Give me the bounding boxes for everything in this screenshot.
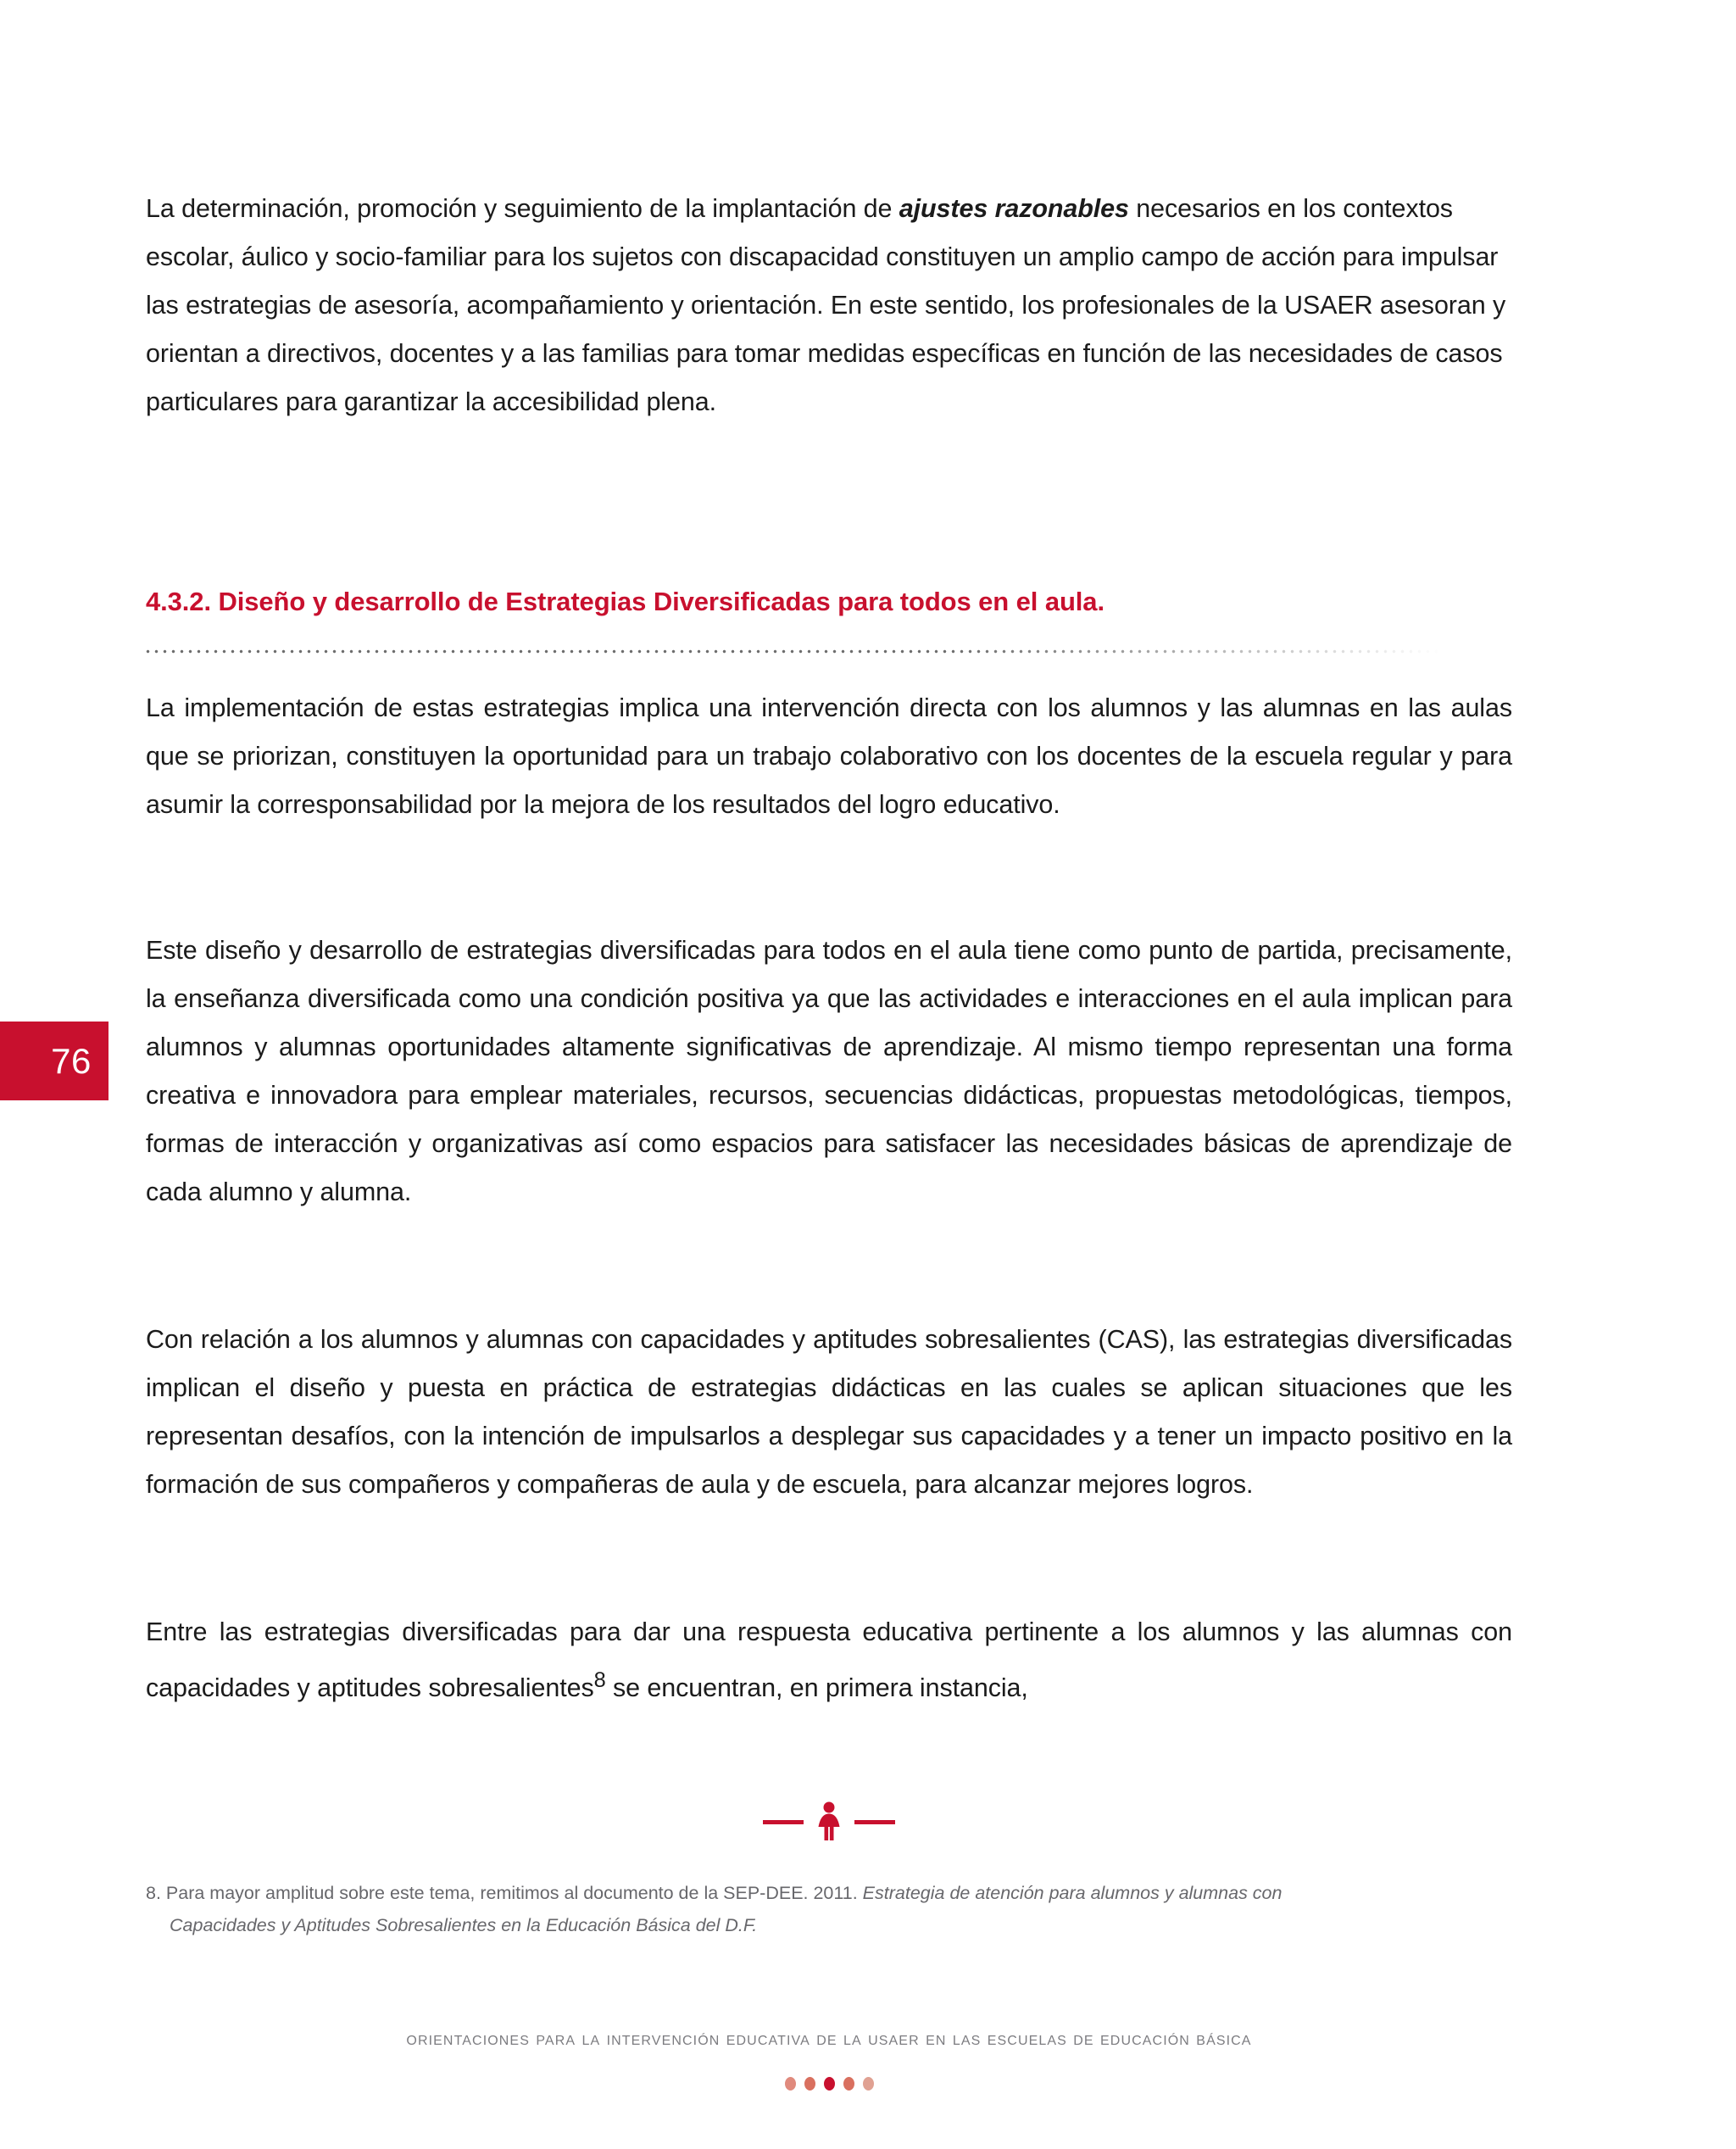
footer-dot-1 bbox=[785, 2077, 796, 2091]
ornament-line-right bbox=[854, 1820, 895, 1824]
ornament-line-left bbox=[763, 1820, 804, 1824]
footer-dot-3 bbox=[824, 2077, 835, 2091]
footer-dot-2 bbox=[804, 2077, 815, 2091]
footer-dot-ornament bbox=[146, 2077, 1512, 2091]
emphasis-ajustes-razonables: ajustes razonables bbox=[899, 194, 1129, 223]
paragraph-implementacion: La implementación de estas estrategias implica una intervención directa con los alumnos y las alumnas en las aulas que se priorizan, constituyen la oportunidad para un trabajo colaborativo con los docentes de la escuela regular y para asumir la corresponsabilidad por la mejora de los resultados del logro educativo. bbox=[146, 693, 1512, 819]
footnote-lead-text: 8. Para mayor amplitud sobre este tema, remitimos al documento de la SEP-DEE. 2011. bbox=[146, 1883, 863, 1903]
page-number: 76 bbox=[51, 1040, 92, 1081]
section-heading: 4.3.2. Diseño y desarrollo de Estrategias Diversificadas para todos en el aula. bbox=[146, 587, 1104, 616]
footer-dot-4 bbox=[843, 2077, 854, 2091]
paragraph-intro bbox=[146, 185, 1512, 426]
footnote-italic-title-part1: Estrategia de atención para alumnos y alumnas con bbox=[862, 1883, 1283, 1903]
footnote-italic-title-part2: Capacidades y Aptitudes Sobresalientes en la Educación Básica del D.F. bbox=[170, 1915, 758, 1935]
child-figure-icon bbox=[815, 1801, 843, 1842]
footnote-8 bbox=[146, 1877, 1512, 1941]
footer-dot-5 bbox=[863, 2077, 874, 2091]
paragraph-intro-part1: La determinación, promoción y seguimiento de la implantación de bbox=[146, 194, 899, 223]
footnote-separator-ornament bbox=[146, 1801, 1512, 1842]
page-number-badge bbox=[0, 1022, 108, 1100]
heading-dotted-rule bbox=[146, 649, 1443, 654]
paragraph-entre-part1: Entre las estrategias diversificadas para dar una respuesta educativa pertinente a los alumnos y las alumnas con capacidades y aptitudes sobresalientes bbox=[146, 1617, 1512, 1703]
paragraph-entre-estrategias bbox=[146, 1608, 1512, 1712]
running-footer-title: orientaciones para la intervención educativa de la usaer en las escuelas de educación básica bbox=[406, 2028, 1252, 2049]
paragraph-cas: Con relación a los alumnos y alumnas con capacidades y aptitudes sobresalientes (CAS), las estrategias diversificadas implican el diseño y puesta en práctica de estrategias didácticas en las cuales se aplican situaciones que les representan desafíos, con la intención de impulsarlos a desplegar sus capacidades y a tener un impacto positivo en la formación de sus compañeros y compañeras de aula y de escuela, para alcanzar mejores logros. bbox=[146, 1325, 1512, 1499]
paragraph-entre-part2: se encuentran, en primera instancia, bbox=[605, 1673, 1028, 1703]
paragraph-intro-part2: necesarios en los contextos escolar, áulico y socio-familiar para los sujetos con discapacidad constituyen un amplio campo de acción para impulsar las estrategias de asesoría, acompañamiento y orientación. En este sentido, los profesionales de la USAER asesoran y orientan a directivos, docentes y a las familias para tomar medidas específicas en función de las necesidades de casos particulares para garantizar la accesibilidad plena. bbox=[146, 194, 1506, 416]
paragraph-diseno-desarrollo: Este diseño y desarrollo de estrategias diversificadas para todos en el aula tiene como punto de partida, precisamente, la enseñanza diversificada como una condición positiva ya que las actividades e interacciones en el aula implican para alumnos y alumnas oportunidades altamente significativas de aprendizaje. Al mismo tiempo representan una forma creativa e innovadora para emplear materiales, recursos, secuencias didácticas, propuestas metodológicas, tiempos, formas de interacción y organizativas así como espacios para satisfacer las necesidades básicas de aprendizaje de cada alumno y alumna. bbox=[146, 936, 1512, 1206]
footnote-reference-8[interactable]: 8 bbox=[593, 1668, 606, 1692]
